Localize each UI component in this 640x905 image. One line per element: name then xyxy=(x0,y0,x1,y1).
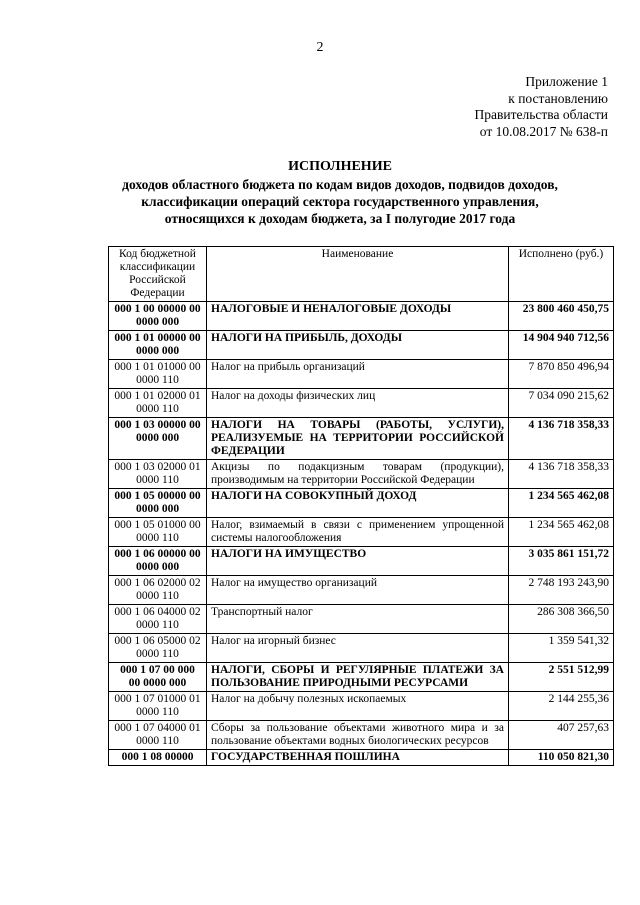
table-row xyxy=(109,634,614,663)
name-cell: Налог на игорный бизнес xyxy=(207,634,509,663)
header-name: Наименование xyxy=(207,247,509,302)
code-cell: 000 1 00 00000 00 0000 000 xyxy=(109,302,207,331)
header-amount: Исполнено (руб.) xyxy=(509,247,614,302)
amount-cell: 14 904 940 712,56 xyxy=(509,331,614,360)
code-cell: 000 1 03 02000 01 0000 110 xyxy=(109,460,207,489)
table-row xyxy=(109,518,614,547)
amount-cell: 1 234 565 462,08 xyxy=(509,489,614,518)
amount-cell: 4 136 718 358,33 xyxy=(509,460,614,489)
table-row xyxy=(109,360,614,389)
amount-cell: 1 234 565 462,08 xyxy=(509,518,614,547)
page-number: 2 xyxy=(316,40,324,55)
title-line: классификации операций сектора государственного управления, xyxy=(141,194,539,209)
table-row xyxy=(109,418,614,460)
name-cell: ГОСУДАРСТВЕННАЯ ПОШЛИНА xyxy=(207,750,509,766)
table-row xyxy=(109,331,614,360)
table-row xyxy=(109,389,614,418)
table-row xyxy=(109,460,614,489)
code-cell: 000 1 05 00000 00 0000 000 xyxy=(109,489,207,518)
code-cell: 000 1 01 02000 01 0000 110 xyxy=(109,389,207,418)
amount-cell: 3 035 861 151,72 xyxy=(509,547,614,576)
document-title xyxy=(60,158,620,227)
title-line: относящихся к доходам бюджета, за I полугодие 2017 года xyxy=(164,211,516,226)
name-cell: НАЛОГИ НА ИМУЩЕСТВО xyxy=(207,547,509,576)
amount-cell: 407 257,63 xyxy=(509,721,614,750)
amount-cell: 2 748 193 243,90 xyxy=(509,576,614,605)
name-cell: Налог на прибыль организаций xyxy=(207,360,509,389)
name-cell: НАЛОГИ, СБОРЫ И РЕГУЛЯРНЫЕ ПЛАТЕЖИ ЗА ПОЛЬЗОВАНИЕ ПРИРОДНЫМИ РЕСУРСАМИ xyxy=(207,663,509,692)
amount-cell: 110 050 821,30 xyxy=(509,750,614,766)
name-cell: Транспортный налог xyxy=(207,605,509,634)
name-cell: НАЛОГОВЫЕ И НЕНАЛОГОВЫЕ ДОХОДЫ xyxy=(207,302,509,331)
table-row xyxy=(109,605,614,634)
header-code: Код бюджетной классификации Российской Федерации xyxy=(109,247,207,302)
name-cell: Акцизы по подакцизным товарам (продукции), производимым на территории Российской Федерации xyxy=(207,460,509,489)
appendix-line: Правительства области xyxy=(474,107,608,122)
table-row xyxy=(109,750,614,766)
table-row xyxy=(109,692,614,721)
code-cell: 000 1 07 01000 01 0000 110 xyxy=(109,692,207,721)
appendix-line: Приложение 1 xyxy=(525,74,608,89)
appendix-block xyxy=(475,74,608,140)
code-cell: 000 1 05 01000 00 0000 110 xyxy=(109,518,207,547)
amount-cell: 7 034 090 215,62 xyxy=(509,389,614,418)
code-cell: 000 1 07 04000 01 0000 110 xyxy=(109,721,207,750)
amount-cell: 2 144 255,36 xyxy=(509,692,614,721)
table-body xyxy=(109,302,614,766)
name-cell: Налог на имущество организаций xyxy=(207,576,509,605)
amount-cell: 23 800 460 450,75 xyxy=(509,302,614,331)
code-cell: 000 1 06 05000 02 0000 110 xyxy=(109,634,207,663)
code-cell: 000 1 03 00000 00 0000 000 xyxy=(109,418,207,460)
amount-cell: 4 136 718 358,33 xyxy=(509,418,614,460)
appendix-line: к постановлению xyxy=(508,90,608,106)
table-row xyxy=(109,489,614,518)
table-row xyxy=(109,302,614,331)
revenue-table xyxy=(108,246,614,766)
amount-cell: 7 870 850 496,94 xyxy=(509,360,614,389)
code-cell: 000 1 06 02000 02 0000 110 xyxy=(109,576,207,605)
table-row xyxy=(109,721,614,750)
name-cell: Налог, взимаемый в связи с применением упрощенной системы налогообложения xyxy=(207,518,509,547)
name-cell: Сборы за пользование объектами животного мира и за пользование объектами водных биологических ресурсов xyxy=(207,721,509,750)
code-cell: 000 1 06 00000 00 0000 000 xyxy=(109,547,207,576)
amount-cell: 286 308 366,50 xyxy=(509,605,614,634)
name-cell: Налог на доходы физических лиц xyxy=(207,389,509,418)
title-line: доходов областного бюджета по кодам видов доходов, подвидов доходов, xyxy=(122,177,558,192)
name-cell: НАЛОГИ НА ПРИБЫЛЬ, ДОХОДЫ xyxy=(207,331,509,360)
table-row xyxy=(109,576,614,605)
name-cell: НАЛОГИ НА ТОВАРЫ (РАБОТЫ, УСЛУГИ), РЕАЛИЗУЕМЫЕ НА ТЕРРИТОРИИ РОССИЙСКОЙ ФЕДЕРАЦИИ xyxy=(207,418,509,460)
code-cell: 000 1 08 00000 xyxy=(109,750,207,766)
amount-cell: 2 551 512,99 xyxy=(509,663,614,692)
code-cell: 000 1 01 00000 00 0000 000 xyxy=(109,331,207,360)
table-row xyxy=(109,663,614,692)
table-header-row xyxy=(109,247,614,302)
code-cell: 000 1 06 04000 02 0000 110 xyxy=(109,605,207,634)
name-cell: Налог на добычу полезных ископаемых xyxy=(207,692,509,721)
name-cell: НАЛОГИ НА СОВОКУПНЫЙ ДОХОД xyxy=(207,489,509,518)
appendix-line: от 10.08.2017 № 638-п xyxy=(479,123,608,139)
code-cell: 000 1 01 01000 00 0000 110 xyxy=(109,360,207,389)
code-cell: 000 1 07 00 000 00 0000 000 xyxy=(109,663,207,692)
amount-cell: 1 359 541,32 xyxy=(509,634,614,663)
table-row xyxy=(109,547,614,576)
title-heading: ИСПОЛНЕНИЕ xyxy=(288,159,392,174)
